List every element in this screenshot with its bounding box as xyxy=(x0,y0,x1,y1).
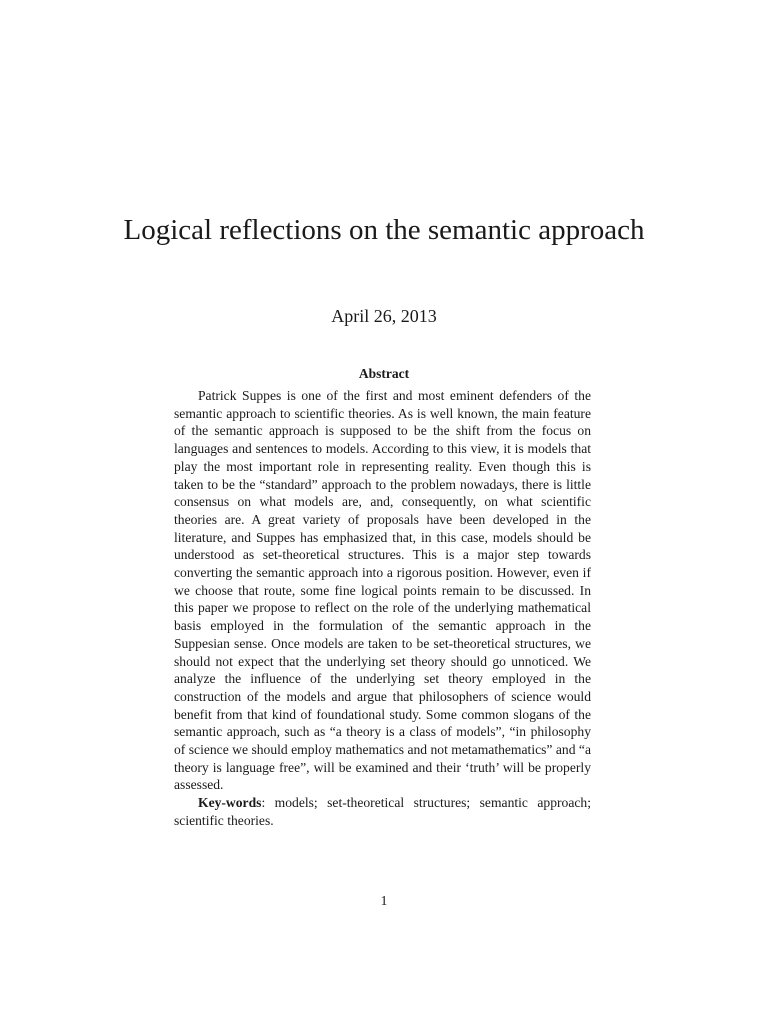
page-number: 1 xyxy=(380,894,388,909)
abstract-paragraph: Patrick Suppes is one of the first and most eminent defenders of the semantic approach to scientific theories. As is well known, the main feature of the semantic approach is supposed to be the shift from the focus on languages and sentences to models. According to this view, it is models that play the most important role in representing reality. Even though this is taken to be the “standard” approach to the problem nowadays, there is little consensus on what models are, and, consequently, on what scientific theories are. A great variety of proposals have been developed in the literature, and Suppes has emphasized that, in this case, models should be understood as set-theoretical structures. This is a major step towards converting the semantic approach into a rigorous position. However, even if we choose that route, some fine logical points remain to be discussed. In this paper we propose to reflect on the role of the underlying mathematical basis employed in the formulation of the semantic approach in the Suppesian sense. Once models are taken to be set-theoretical structures, we should not expect that the underlying set theory should go unnoticed. We analyze the influence of the underlying set theory employed in the construction of the models and argue that philosophers of science would benefit from that kind of foundational study. Some common slogans of the semantic approach, such as “a theory is a class of models”, “in philosophy of science we should employ mathematics and not metamathematics” and “a theory is language free”, will be examined and their ‘truth’ will be properly assessed. xyxy=(174,388,591,793)
keywords-text: : models; set-theoretical structures; semantic approach; scientific theories. xyxy=(174,795,591,828)
keywords-label: Key-words xyxy=(198,795,262,811)
abstract-body xyxy=(174,387,591,830)
paper-date: April 26, 2013 xyxy=(331,306,437,326)
keywords-paragraph xyxy=(174,794,591,829)
paper-title: Logical reflections on the semantic approach xyxy=(123,214,645,246)
abstract-heading: Abstract xyxy=(358,366,410,381)
